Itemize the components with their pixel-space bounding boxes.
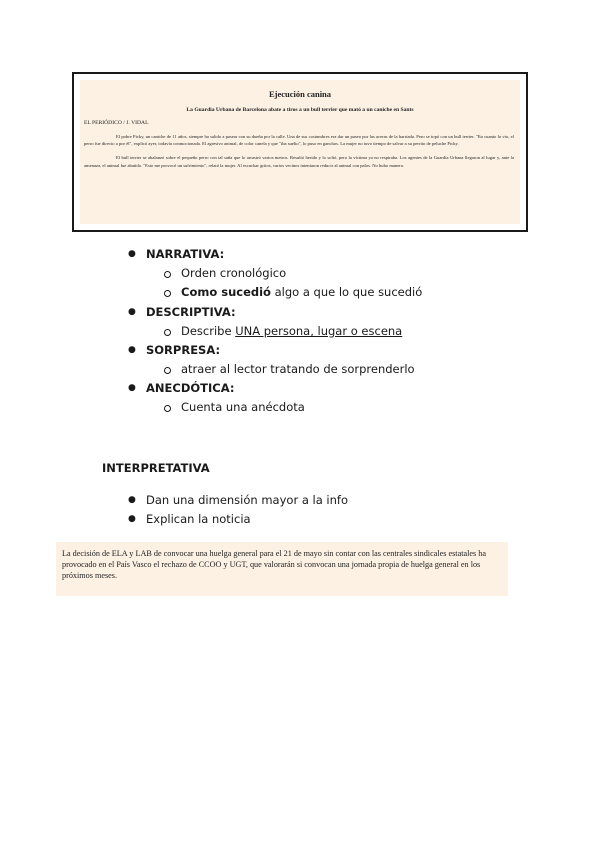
- news-source: EL PERIÓDICO / J. VIDAL: [84, 120, 149, 126]
- list-item-sorpresa: [146, 343, 220, 357]
- interpretativa-item-2: Explican la noticia: [146, 512, 251, 526]
- news-paragraph-2: El bull terrier se abalanzó sobre el pequeño perro con tal saña que lo arrastró varios metros. Resultó herido y lo soltó, pero la víctima ya no respiraba. Los agentes de la Guardia Urbana llegaron al lugar y, ante la amenaza, el animal fue abatido. "Esto me provocó un sufrimiento", relató la mujer. Al escuchar gritos, varios vecinos intentaron reducir al animal con palos. No hubo manera.: [84, 155, 514, 168]
- sub-item-orden: Orden cronológico: [181, 266, 287, 280]
- interpretativa-item-1: Dan una dimensión mayor a la info: [146, 493, 348, 507]
- label-narrativa: NARRATIVA:: [146, 247, 225, 261]
- list-item-anecdotica: [146, 381, 234, 395]
- news-paragraph-1: El pobre Picky, un caniche de 11 años, siempre ha salido a pasear con su dueña por la calle. Una de sus costumbres era dar un paseo por las aceras de la barriada. Pero se topó con un bull terrier. "En cuanto lo vio, el perro fue directo a por él", explicó ayer, todavía conmocionada. El agresivo animal, de color canela y que "iba suelto", lo puso en ganchos. La mujer no tuvo tiempo de salvar a su perrito de peluche Picky.: [84, 134, 514, 147]
- bullet-icon: ●: [128, 249, 136, 259]
- sub-item-como: [181, 285, 422, 299]
- circle-bullet-icon: [164, 290, 171, 297]
- sub-item-como-bold: Como sucedió: [181, 285, 271, 299]
- circle-bullet-icon: [164, 271, 171, 278]
- bullet-icon: ●: [128, 514, 136, 524]
- sub-item-atraer: atraer al lector tratando de sorprenderlo: [181, 362, 415, 376]
- circle-bullet-icon: [164, 329, 171, 336]
- news-clipping-background: [80, 80, 520, 224]
- news-quote: La decisión de ELA y LAB de convocar una huelga general para el 21 de mayo sin contar con las centrales sindicales estatales ha provocado en el País Vasco el rechazo de CCOO y UGT, que valorarán si convocan una jornada propia de huelga general en los próximos meses.: [56, 542, 508, 596]
- bullet-icon: ●: [128, 495, 136, 505]
- circle-bullet-icon: [164, 405, 171, 412]
- news-subtitle: La Guardia Urbana de Barcelona abate a tiros a un bull terrier que mató a un caniche en Sants: [186, 107, 414, 113]
- sub-item-describe-underlined: UNA persona, lugar o escena: [235, 324, 403, 338]
- label-anecdotica: ANECDÓTICA:: [146, 381, 235, 395]
- label-descriptiva: DESCRIPTIVA:: [146, 305, 236, 319]
- sub-item-describe-prefix: Describe: [181, 324, 236, 338]
- news-clipping: [72, 72, 528, 232]
- bullet-icon: ●: [128, 307, 136, 317]
- label-sorpresa: SORPRESA:: [146, 343, 221, 357]
- list-item-narrativa: [146, 247, 224, 261]
- section-heading-interpretativa: INTERPRETATIVA: [102, 461, 210, 475]
- news-title: Ejecución canina: [268, 89, 332, 99]
- bullet-icon: ●: [128, 345, 136, 355]
- circle-bullet-icon: [164, 367, 171, 374]
- sub-item-como-rest: algo a que lo que sucedió: [270, 285, 423, 299]
- sub-item-describe: [181, 324, 402, 338]
- sub-item-cuenta: Cuenta una anécdota: [181, 400, 305, 414]
- bullet-icon: ●: [128, 383, 136, 393]
- list-item-descriptiva: [146, 305, 236, 319]
